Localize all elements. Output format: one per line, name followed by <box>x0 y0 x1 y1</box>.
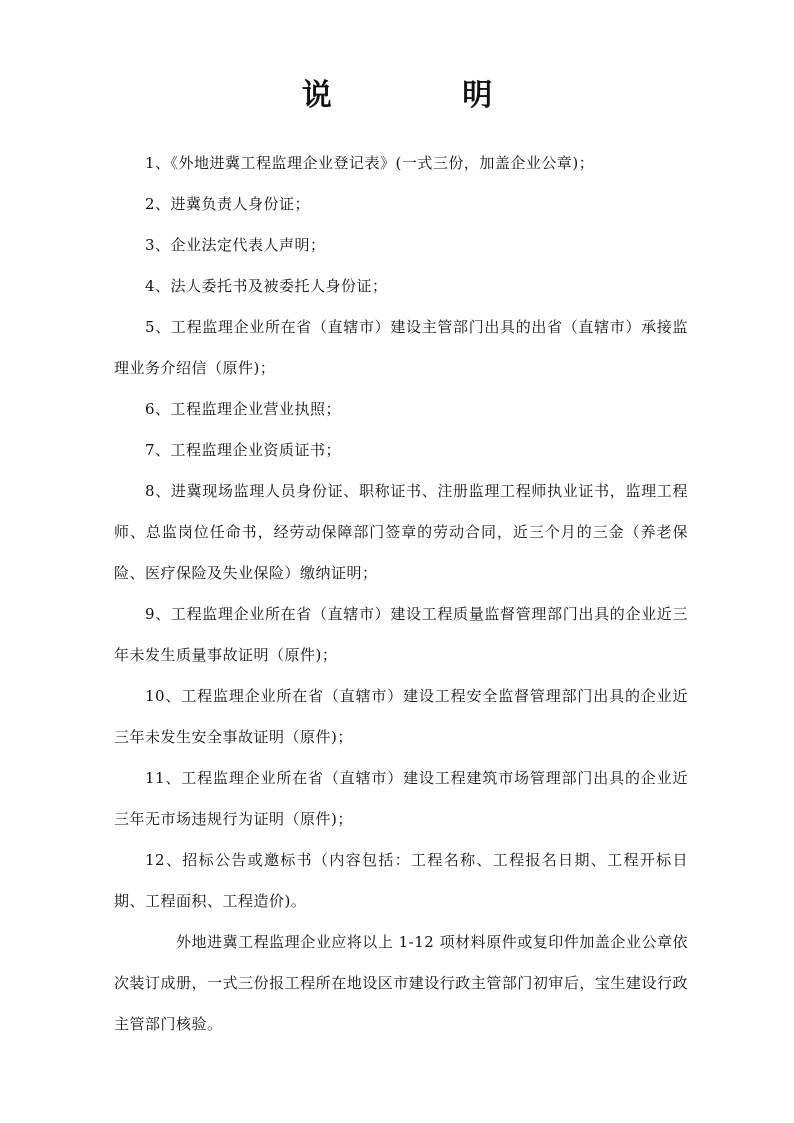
list-item: 1、《外地进冀工程监理企业登记表》(一式三份，加盖企业公章)； <box>145 154 595 172</box>
list-item: 6、工程监理企业营业执照； <box>145 400 342 418</box>
list-item: 2、进冀负责人身份证； <box>145 195 311 213</box>
list-item: 10、工程监理企业所在省（直辖市）建设工程安全监督管理部门出具的企业近三年未发生安全事故证明（原件)； <box>114 687 688 746</box>
list-item: 4、法人委托书及被委托人身份证； <box>145 277 388 295</box>
list-item: 7、工程监理企业资质证书； <box>145 441 342 459</box>
list-item: 11、工程监理企业所在省（直辖市）建设工程建筑市场管理部门出具的企业近三年无市场违规行为证明（原件)； <box>114 769 688 828</box>
closing-paragraph: 外地进冀工程监理企业应将以上 1-12 项材料原件或复印件加盖企业公章依次装订成册，一式三份报工程所在地设区市建设行政主管部门初审后，宝生建设行政主管部门核验。 <box>114 933 688 1033</box>
list-item: 8、进冀现场监理人员身份证、职称证书、注册监理工程师执业证书，监理工程师、总监岗位任命书，经劳动保障部门签章的劳动合同，近三个月的三金（养老保险、医疗保险及失业保险）缴纳证明； <box>114 482 688 582</box>
list-item: 9、工程监理企业所在省（直辖市）建设工程质量监督管理部门出具的企业近三年未发生质量事故证明（原件)； <box>114 605 688 664</box>
document-body <box>114 143 688 1045</box>
document-title: 说 明 <box>301 78 553 113</box>
list-item: 5、工程监理企业所在省（直辖市）建设主管部门出具的出省（直辖市）承接监理业务介绍信（原件)； <box>114 318 688 377</box>
list-item: 3、企业法定代表人声明； <box>145 236 326 254</box>
list-item: 12、招标公告或邀标书（内容包括：工程名称、工程报名日期、工程开标日期、工程面积、工程造价)。 <box>114 851 688 910</box>
